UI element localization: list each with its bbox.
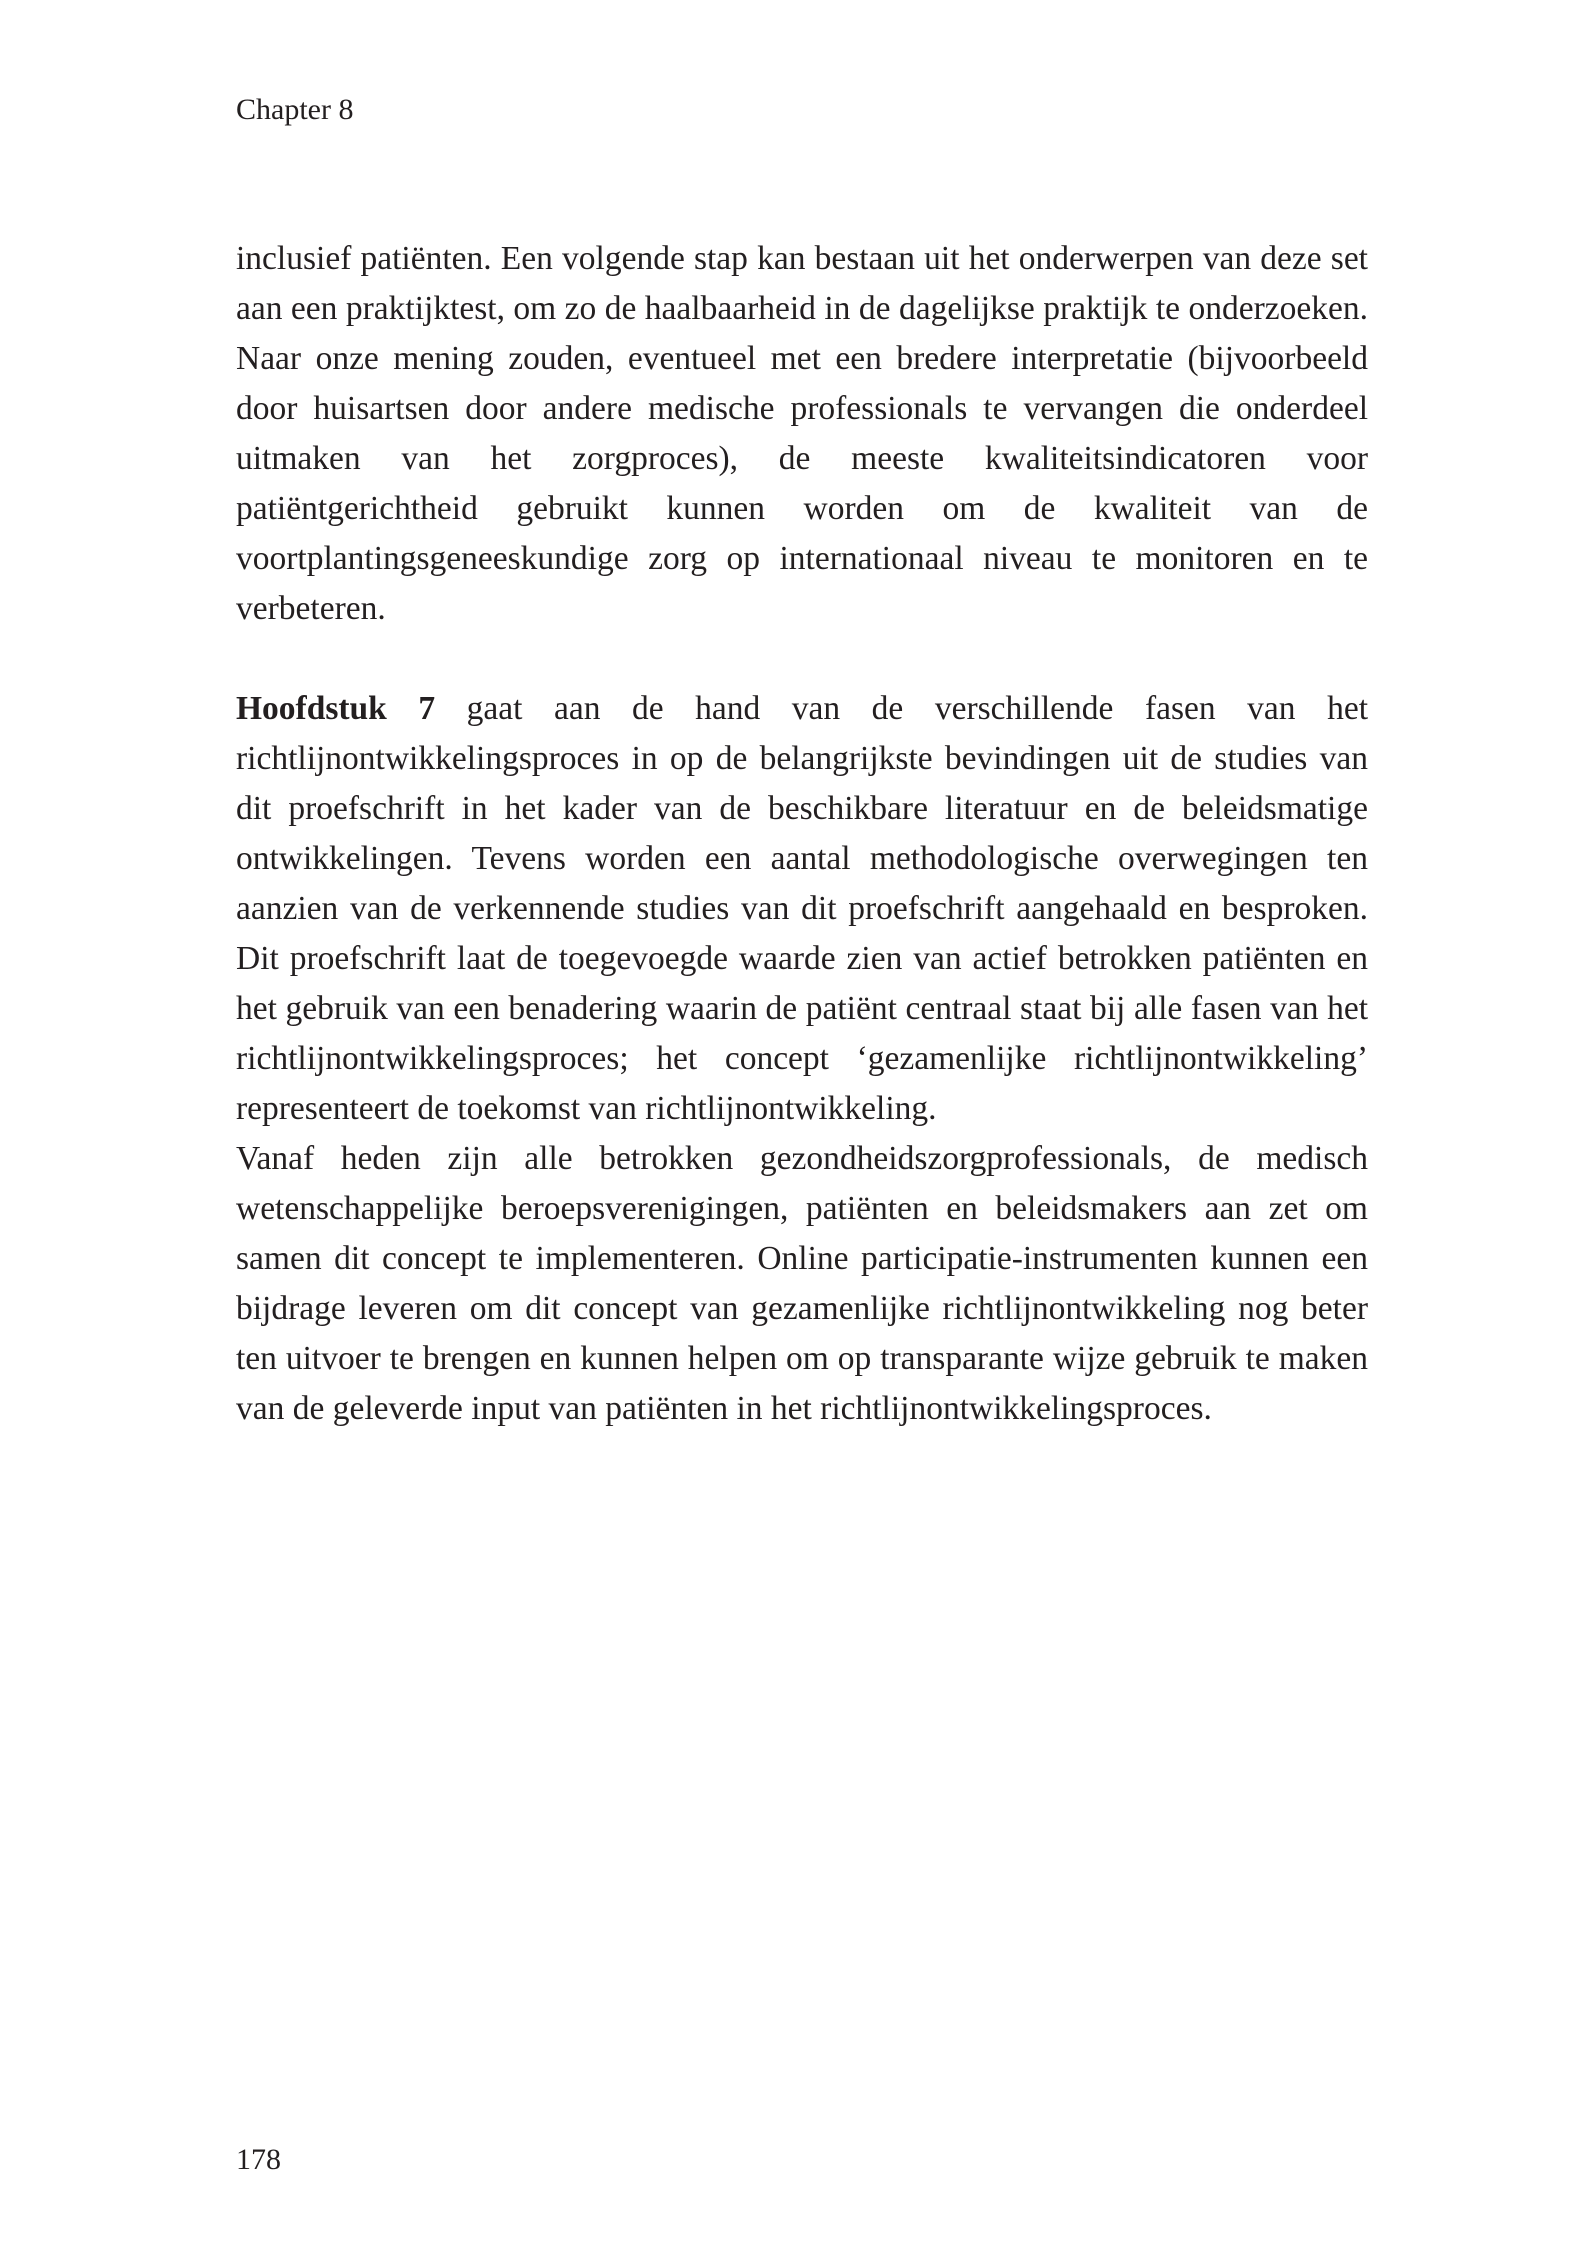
running-header: Chapter 8	[236, 93, 354, 126]
body-text	[236, 234, 1368, 1434]
paragraph-chapter-7	[236, 684, 1368, 1134]
paragraph-quality-indicators: inclusief patiënten. Een volgende stap kan bestaan uit het onderwerpen van deze set aan een praktijktest, om zo de haalbaarheid in de dagelijkse praktijk te onderzoeken. Naar onze mening zouden, eventueel met een bredere interpretatie (bijvoorbeeld door huisartsen door andere medische professionals te vervangen die onderdeel uitmaken van het zorgproces), de meeste kwaliteitsindicatoren voor patiëntgerichtheid gebruikt kunnen worden om de kwaliteit van de voortplantingsgeneeskundige zorg op internationaal niveau te monitoren en te verbeteren.	[236, 240, 1368, 627]
page-number: 178	[236, 2143, 281, 2176]
paragraph-implementation: Vanaf heden zijn alle betrokken gezondheidszorgprofessionals, de medisch wetenschappelijke beroepsverenigingen, patiënten en beleidsmakers aan zet om samen dit concept te implementeren. Online participatie-instrumenten kunnen een bijdrage leveren om dit concept van gezamenlijke richtlijnontwikkeling nog beter ten uitvoer te brengen en kunnen helpen om op transparante wijze gebruik te maken van de geleverde input van patiënten in het richtlijnontwikkelingsproces.	[236, 1140, 1368, 1427]
paragraph-chapter-7-text: gaat aan de hand van de verschillende fasen van het richtlijnontwikkelingsproces in op de belangrijkste bevindingen uit de studies van dit proefschrift in het kader van de beschikbare literatuur en de beleidsmatige ontwikkelingen. Tevens worden een aantal methodologische overwegingen ten aanzien van de verkennende studies van dit proefschrift aangehaald en besproken. Dit proefschrift laat de toegevoegde waarde zien van actief betrokken patiënten en het gebruik van een benadering waarin de patiënt centraal staat bij alle fasen van het richtlijnontwikkelingsproces; het concept ‘gezamenlijke richtlijnontwikkeling’ representeert de toekomst van richtlijnontwikkeling.	[236, 690, 1368, 1127]
chapter-reference: Hoofdstuk 7	[236, 690, 436, 727]
